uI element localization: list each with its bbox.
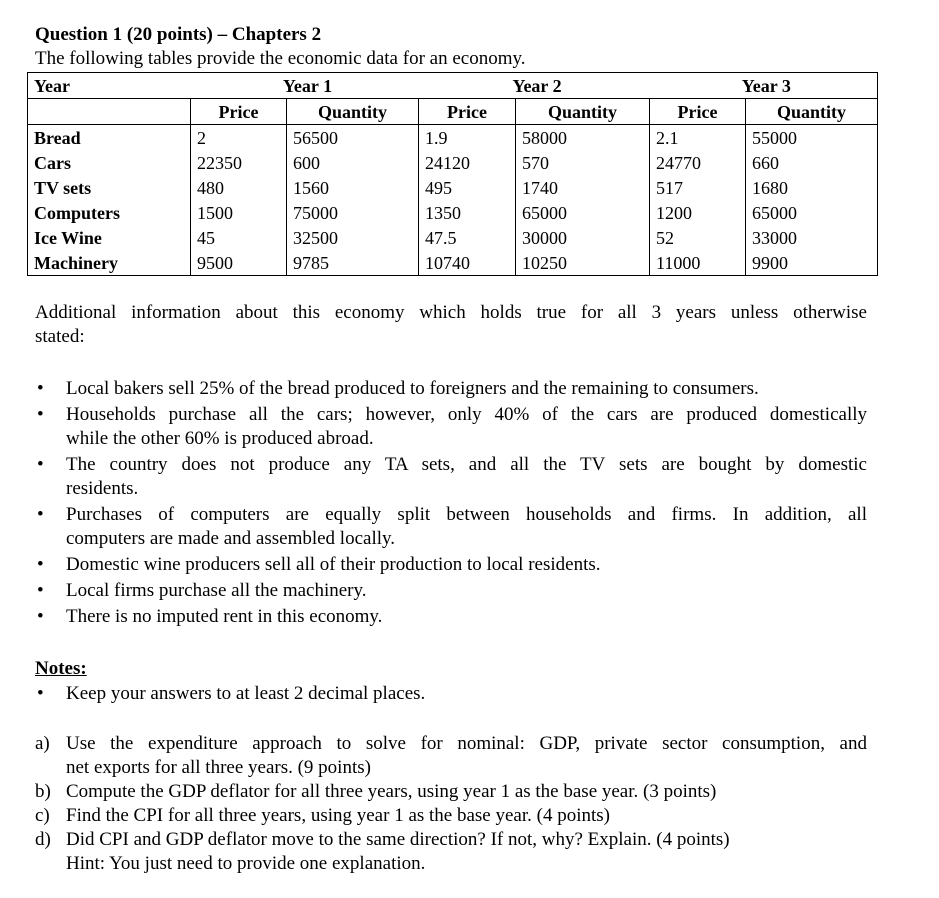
quantity-header: Quantity — [746, 99, 878, 125]
quantity-cell: 9900 — [746, 250, 878, 276]
quantity-cell: 33000 — [746, 225, 878, 250]
quantity-cell: 75000 — [287, 200, 419, 225]
bullet-icon: • — [37, 683, 44, 704]
info-bullet-list — [35, 377, 867, 631]
list-item-text — [66, 453, 867, 501]
part-text-line: Compute the GDP deflator for all three years, using year 1 as the base year. (3 points) — [66, 781, 717, 802]
notes-item — [35, 682, 425, 706]
quantity-cell: 58000 — [516, 125, 650, 151]
part-text-line: net exports for all three years. (9 points) — [66, 757, 371, 778]
quantity-cell: 570 — [516, 150, 650, 175]
economic-data-table — [27, 72, 878, 276]
list-item — [35, 579, 867, 603]
part-marker: d) — [35, 829, 51, 850]
list-item-text — [66, 503, 867, 551]
price-header: Price — [650, 99, 746, 125]
list-item-line: Households purchase all the cars; however, only 40% of the cars are produced domestically — [66, 404, 867, 425]
list-item — [35, 605, 867, 629]
question-parts-list — [35, 732, 867, 876]
question-title: Question 1 (20 points) – Chapters 2 — [35, 24, 322, 45]
price-header: Price — [191, 99, 287, 125]
price-cell: 495 — [419, 175, 516, 200]
year-2-header: Year 2 — [419, 73, 650, 99]
table-column-header-row — [28, 99, 878, 125]
additional-info-paragraph — [35, 301, 867, 349]
table-row — [28, 175, 878, 200]
table-year-header-row — [28, 73, 878, 99]
quantity-cell: 65000 — [516, 200, 650, 225]
bullet-icon: • — [37, 454, 44, 475]
bullet-icon: • — [37, 404, 44, 425]
table-row — [28, 250, 878, 276]
year-1-header: Year 1 — [191, 73, 419, 99]
part-text-line: Hint: You just need to provide one explanation. — [66, 853, 426, 874]
list-item-line: There is no imputed rent in this economy. — [66, 606, 383, 627]
row-label: Bread — [34, 127, 81, 148]
question-intro: The following tables provide the economic data for an economy. — [35, 48, 526, 69]
price-cell: 1350 — [419, 200, 516, 225]
price-cell: 1.9 — [419, 125, 516, 151]
list-item — [35, 377, 867, 401]
notes-title: Notes: — [35, 658, 87, 679]
price-cell: 22350 — [191, 150, 287, 175]
price-cell: 52 — [650, 225, 746, 250]
table-row — [28, 150, 878, 175]
quantity-cell: 55000 — [746, 125, 878, 151]
bullet-icon: • — [37, 580, 44, 601]
price-cell: 1500 — [191, 200, 287, 225]
list-item-text — [66, 553, 867, 577]
additional-info-line: stated: — [35, 326, 85, 347]
row-label: TV sets — [34, 177, 92, 198]
part-text-line: Find the CPI for all three years, using year 1 as the base year. (4 points) — [66, 805, 610, 826]
list-item — [35, 553, 867, 577]
question-part — [35, 732, 867, 780]
list-item — [35, 403, 867, 451]
list-item-text — [66, 403, 867, 451]
price-cell: 1200 — [650, 200, 746, 225]
list-item-line: while the other 60% is produced abroad. — [66, 428, 374, 449]
table-row — [28, 200, 878, 225]
part-marker: b) — [35, 781, 51, 802]
list-item-text — [66, 377, 867, 401]
bullet-icon: • — [37, 378, 44, 399]
table-row — [28, 225, 878, 250]
list-item-line: residents. — [66, 478, 139, 499]
quantity-cell: 1680 — [746, 175, 878, 200]
year-label: Year — [28, 73, 191, 99]
list-item-text — [66, 605, 867, 629]
quantity-header: Quantity — [287, 99, 419, 125]
list-item-text — [66, 579, 867, 603]
quantity-cell: 9785 — [287, 250, 419, 276]
price-cell: 45 — [191, 225, 287, 250]
list-item-line: Purchases of computers are equally split between households and firms. In addition, all — [66, 504, 867, 525]
list-item-line: Local firms purchase all the machinery. — [66, 580, 367, 601]
part-text-line: Use the expenditure approach to solve for nominal: GDP, private sector consumption, and — [66, 733, 867, 754]
quantity-cell: 65000 — [746, 200, 878, 225]
question-part — [35, 804, 867, 828]
price-cell: 2 — [191, 125, 287, 151]
question-part — [35, 780, 867, 804]
part-marker: a) — [35, 733, 50, 754]
price-cell: 2.1 — [650, 125, 746, 151]
list-item — [35, 503, 867, 551]
row-label: Machinery — [34, 252, 118, 273]
list-item-line: Domestic wine producers sell all of their production to local residents. — [66, 554, 601, 575]
price-cell: 47.5 — [419, 225, 516, 250]
list-item-line: computers are made and assembled locally. — [66, 528, 396, 549]
quantity-cell: 32500 — [287, 225, 419, 250]
row-label: Ice Wine — [34, 227, 102, 248]
question-part — [35, 828, 867, 876]
quantity-cell: 10250 — [516, 250, 650, 276]
part-text-line: Did CPI and GDP deflator move to the same direction? If not, why? Explain. (4 points) — [66, 829, 730, 850]
notes-item-text: Keep your answers to at least 2 decimal places. — [66, 683, 426, 704]
table-row — [28, 125, 878, 151]
price-header: Price — [419, 99, 516, 125]
bullet-icon: • — [37, 554, 44, 575]
quantity-cell: 56500 — [287, 125, 419, 151]
quantity-cell: 600 — [287, 150, 419, 175]
quantity-header: Quantity — [516, 99, 650, 125]
price-cell: 10740 — [419, 250, 516, 276]
price-cell: 24770 — [650, 150, 746, 175]
price-cell: 11000 — [650, 250, 746, 276]
row-label: Cars — [34, 152, 71, 173]
price-cell: 517 — [650, 175, 746, 200]
price-cell: 24120 — [419, 150, 516, 175]
part-marker: c) — [35, 805, 50, 826]
empty-header-cell — [28, 99, 191, 125]
quantity-cell: 1740 — [516, 175, 650, 200]
quantity-cell: 30000 — [516, 225, 650, 250]
list-item-line: Local bakers sell 25% of the bread produced to foreigners and the remaining to consumers. — [66, 378, 759, 399]
price-cell: 480 — [191, 175, 287, 200]
bullet-icon: • — [37, 504, 44, 525]
year-3-header: Year 3 — [650, 73, 878, 99]
quantity-cell: 660 — [746, 150, 878, 175]
additional-info-line: Additional information about this economy which holds true for all 3 years unless otherwise — [35, 302, 867, 323]
bullet-icon: • — [37, 606, 44, 627]
list-item-line: The country does not produce any TA sets, and all the TV sets are bought by domestic — [66, 454, 867, 475]
row-label: Computers — [34, 202, 120, 223]
price-cell: 9500 — [191, 250, 287, 276]
quantity-cell: 1560 — [287, 175, 419, 200]
list-item — [35, 453, 867, 501]
